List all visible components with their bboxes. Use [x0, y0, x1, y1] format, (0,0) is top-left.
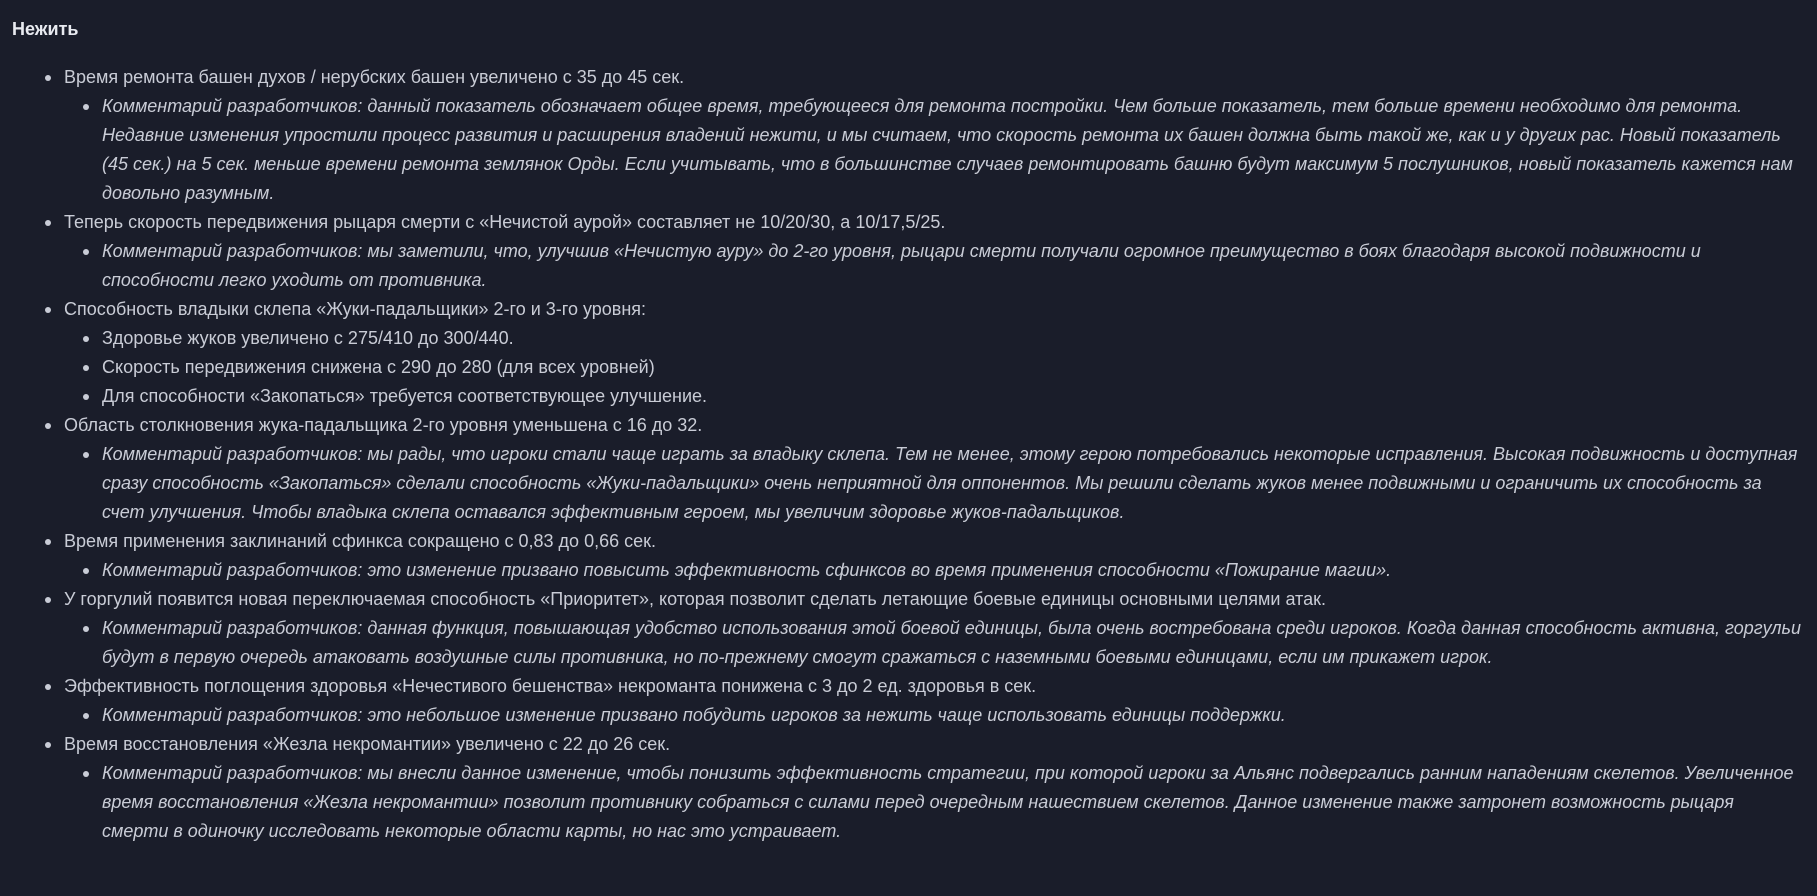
change-item-tower-repair — [64, 63, 1805, 208]
change-text: У горгулий появится новая переключаемая способность «Приоритет», которая позволит сделать летающие боевые единицы основными целями атак. — [64, 589, 1326, 609]
change-text: Время применения заклинаний сфинкса сокращено с 0,83 до 0,66 сек. — [64, 531, 656, 551]
dev-comment — [102, 237, 1805, 295]
change-item-carrion-beetles — [64, 295, 1805, 411]
section-title: Нежить — [12, 19, 79, 39]
dev-comment-text: Комментарий разработчиков: мы рады, что игроки стали чаще играть за владыку склепа. Тем не менее, этому герою потребовались некоторые исправления. Высокая подвижность и доступная сразу способность «Закопаться» сделали способность «Жуки-падальщики» очень неприятной для оппонентов. Мы решили сделать жуков менее подвижными и ограничить их способность за счет улучшения. Чтобы владыка склепа оставался эффективным героем, мы увеличим здоровье жуков-падальщиков. — [102, 444, 1798, 522]
sub-list — [64, 92, 1805, 208]
change-text: Эффективность поглощения здоровья «Нечестивого бешенства» некроманта понижена с 3 до 2 ед. здоровья в сек. — [64, 676, 1037, 696]
dev-comment-text: Комментарий разработчиков: мы внесли данное изменение, чтобы понизить эффективность стратегии, при которой игроки за Альянс подвергались ранним нападениям скелетов. Увеличенное время восстановления «Жезла некромантии» позволит противнику собраться с силами перед очередным нашествием скелетов. Данное изменение также затронет возможность рыцаря смерти в одиночку исследовать некоторые области карты, но нас это устраивает. — [102, 763, 1794, 841]
change-text: Время восстановления «Жезла некромантии» увеличено с 22 до 26 сек. — [64, 734, 671, 754]
sub-list — [64, 440, 1805, 527]
sub-change-text: Здоровье жуков увеличено с 275/410 до 300/440. — [102, 328, 514, 348]
dev-comment — [102, 440, 1805, 527]
dev-comment — [102, 92, 1805, 208]
sub-change — [102, 382, 1805, 411]
change-text: Способность владыки склепа «Жуки-падальщики» 2-го и 3-го уровня: — [64, 299, 647, 319]
dev-comment — [102, 759, 1805, 846]
sub-change-text: Для способности «Закопаться» требуется соответствующее улучшение. — [102, 386, 708, 406]
change-item-unholy-frenzy — [64, 672, 1805, 730]
sub-list — [64, 237, 1805, 295]
sub-change — [102, 324, 1805, 353]
sub-change-text: Скорость передвижения снижена с 290 до 280 (для всех уровней) — [102, 357, 655, 377]
change-item-death-knight-aura — [64, 208, 1805, 295]
sub-list — [64, 759, 1805, 846]
dev-comment-text: Комментарий разработчиков: мы заметили, что, улучшив «Нечистую ауру» до 2-го уровня, рыцари смерти получали огромное преимущество в боях благодаря высокой подвижности и способности легко уходить от противника. — [102, 241, 1701, 290]
changes-list — [12, 63, 1805, 846]
change-text: Теперь скорость передвижения рыцаря смерти с «Нечистой аурой» составляет не 10/20/30, а 10/17,5/25. — [64, 212, 946, 232]
change-text: Время ремонта башен духов / нерубских башен увеличено с 35 до 45 сек. — [64, 67, 685, 87]
sub-list — [64, 701, 1805, 730]
dev-comment-text: Комментарий разработчиков: это изменение призвано повысить эффективность сфинксов во время применения способности «Пожирание магии». — [102, 560, 1392, 580]
change-text: Область столкновения жука-падальщика 2-го уровня уменьшена с 16 до 32. — [64, 415, 703, 435]
sub-list — [64, 614, 1805, 672]
dev-comment — [102, 556, 1805, 585]
dev-comment-text: Комментарий разработчиков: данный показатель обозначает общее время, требующееся для ремонта постройки. Чем больше показатель, тем больше времени необходимо для ремонта. Недавние изменения упростили процесс развития и расширения владений нежити, и мы считаем, что скорость ремонта их башен должна быть такой же, как и у других рас. Новый показатель (45 сек.) на 5 сек. меньше времени ремонта землянок Орды. Если учитывать, что в большинстве случаев ремонтировать башню будут максимум 5 послушников, новый показатель кажется нам довольно разумным. — [102, 96, 1793, 203]
sub-list — [64, 556, 1805, 585]
dev-comment-text: Комментарий разработчиков: данная функция, повышающая удобство использования этой боевой единицы, была очень востребована среди игроков. Когда данная способность активна, горгульи будут в первую очередь атаковать воздушные силы противника, но по-прежнему смогут сражаться с наземными боевыми единицами, если им прикажет игрок. — [102, 618, 1802, 667]
change-item-sphinx-casting — [64, 527, 1805, 585]
dev-comment — [102, 701, 1805, 730]
sub-change — [102, 353, 1805, 382]
sub-list — [64, 324, 1805, 411]
dev-comment-text: Комментарий разработчиков: это небольшое изменение призвано побудить игроков за нежить чаще использовать единицы поддержки. — [102, 705, 1286, 725]
change-item-rod-of-necromancy — [64, 730, 1805, 846]
change-item-beetle-collision — [64, 411, 1805, 527]
dev-comment — [102, 614, 1805, 672]
change-item-gargoyle-priority — [64, 585, 1805, 672]
